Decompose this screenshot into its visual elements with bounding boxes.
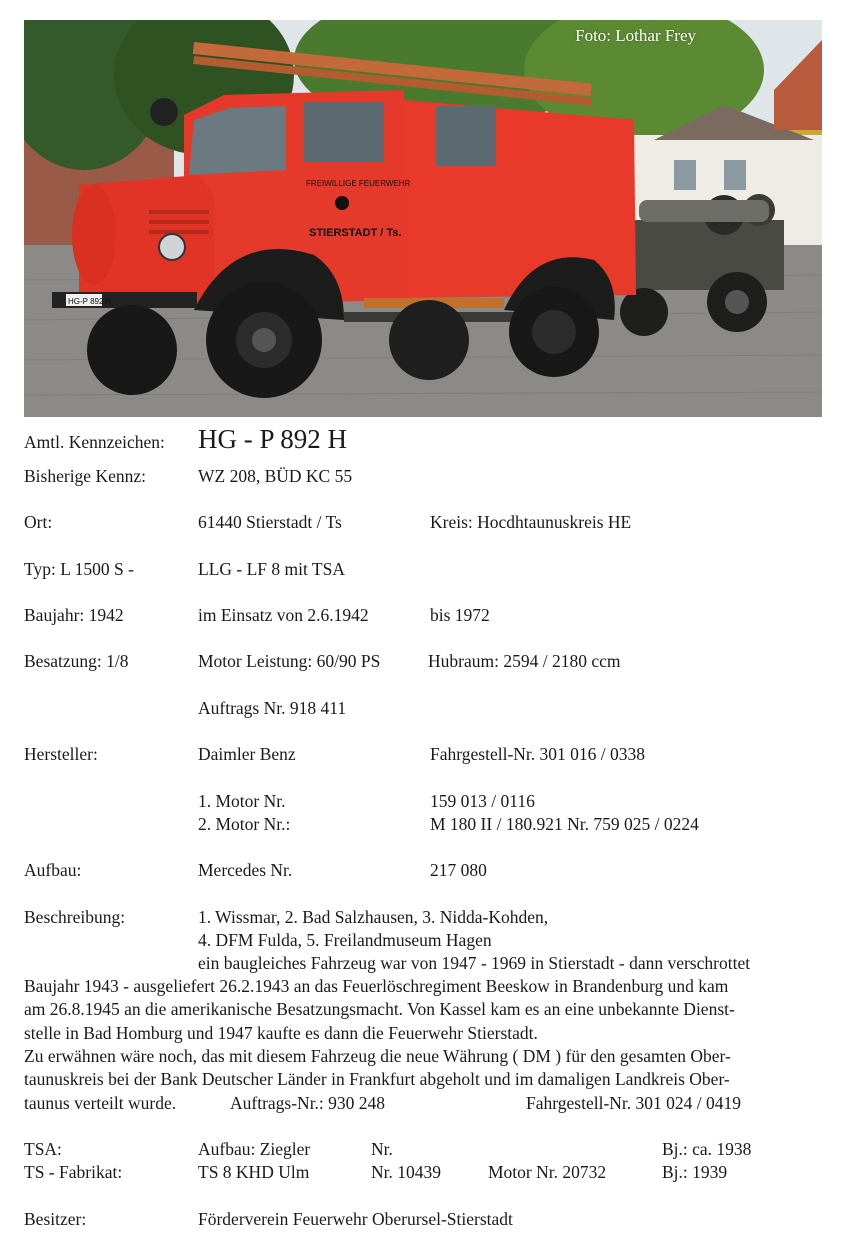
aufbau-value: Mercedes Nr. (198, 860, 293, 880)
truck-plate: HG-P 892 H (68, 297, 112, 306)
para-line: am 26.8.1945 an die amerikanische Besatzungsmacht. Von Kassel kam es an eine unbekannte Dienst- (24, 999, 735, 1020)
ts-nr: Nr. 10439 (371, 1162, 441, 1182)
door-text-2: STIERSTADT / Ts. (309, 227, 402, 239)
kreis-value: Kreis: Hocdhtaunuskreis HE (430, 512, 632, 532)
beschreibung-line1: 1. Wissmar, 2. Bad Salzhausen, 3. Nidda-Kohden, (198, 907, 549, 927)
hubraum: Hubraum: 2594 / 2180 ccm (428, 651, 621, 671)
besitzer-label: Besitzer: (24, 1209, 87, 1229)
ts-fabrikat: TS 8 KHD Ulm (198, 1162, 310, 1182)
tsa-bj: Bj.: ca. 1938 (662, 1139, 752, 1159)
tsa-aufbau: Aufbau: Ziegler (198, 1139, 311, 1159)
aufbau-label: Aufbau: (24, 860, 82, 880)
motor-leistung: Motor Leistung: 60/90 PS (198, 651, 381, 671)
einsatz-value: im Einsatz von 2.6.1942 (198, 605, 369, 625)
ts-label: TS - Fabrikat: (24, 1162, 123, 1182)
besatzung-label: Besatzung: 1/8 (24, 651, 129, 671)
baujahr-label: Baujahr: 1942 (24, 605, 124, 625)
auftrags-nr: Auftrags Nr. 918 411 (198, 698, 347, 718)
ort-value: 61440 Stierstadt / Ts (198, 512, 342, 532)
para-line: taunuskreis bei der Bank Deutscher Länder in Frankfurt abgeholt und im damaligen Landkreis Ober- (24, 1069, 730, 1090)
aufbau-nr: 217 080 (430, 860, 487, 880)
hersteller-value: Daimler Benz (198, 744, 296, 764)
ts-motor: Motor Nr. 20732 (488, 1162, 607, 1182)
para-last-a: taunus verteilt wurde. (24, 1093, 177, 1113)
typ-label: Typ: L 1500 S - (24, 559, 134, 579)
fire-truck-illustration (24, 20, 822, 417)
tsa-nr: Nr. (371, 1139, 393, 1159)
kennzeichen-label: Amtl. Kennzeichen: (24, 432, 165, 452)
tsa-label: TSA: (24, 1139, 62, 1159)
para-last-b: Auftrags-Nr.: 930 248 (230, 1093, 386, 1113)
beschreibung-label: Beschreibung: (24, 907, 126, 927)
para-line: Baujahr 1943 - ausgeliefert 26.2.1943 an das Feuerlöschregiment Beeskow in Brandenburg und kam (24, 976, 729, 996)
door-text-1: FREIWILLIGE FEUERWEHR (306, 179, 411, 188)
einsatz-bis: bis 1972 (430, 605, 490, 625)
fahrgestell-nr: Fahrgestell-Nr. 301 016 / 0338 (430, 744, 646, 764)
beschreibung-line2: 4. DFM Fulda, 5. Freilandmuseum Hagen (198, 930, 492, 950)
bisherige-value: WZ 208, BÜD KC 55 (198, 466, 353, 486)
besitzer-value: Förderverein Feuerwehr Oberursel-Stierstadt (198, 1209, 513, 1229)
ort-label: Ort: (24, 512, 53, 532)
motor1-label: 1. Motor Nr. (198, 791, 286, 811)
motor2-label: 2. Motor Nr.: (198, 814, 291, 834)
para-line: Zu erwähnen wäre noch, das mit diesem Fahrzeug die neue Währung ( DM ) für den gesamten Ober- (24, 1045, 731, 1066)
beschreibung-paragraph (24, 975, 814, 1091)
motor1-value: 159 013 / 0116 (430, 791, 535, 811)
fire-truck-photo (24, 20, 822, 417)
kennzeichen-value: HG - P 892 H (198, 424, 348, 454)
beschreibung-line3: ein baugleiches Fahrzeug war von 1947 - 1969 in Stierstadt - dann verschrottet (198, 953, 751, 973)
photo-credit: Foto: Lothar Frey (575, 26, 696, 45)
bisherige-label: Bisherige Kennz: (24, 466, 146, 486)
para-line: stelle in Bad Homburg und 1947 kaufte es dann die Feuerwehr Stierstadt. (24, 1022, 538, 1043)
para-last-c: Fahrgestell-Nr. 301 024 / 0419 (526, 1093, 742, 1113)
hersteller-label: Hersteller: (24, 744, 98, 764)
ts-bj: Bj.: 1939 (662, 1162, 728, 1182)
typ-value: LLG - LF 8 mit TSA (198, 559, 345, 579)
motor2-value: M 180 II / 180.921 Nr. 759 025 / 0224 (430, 814, 699, 834)
